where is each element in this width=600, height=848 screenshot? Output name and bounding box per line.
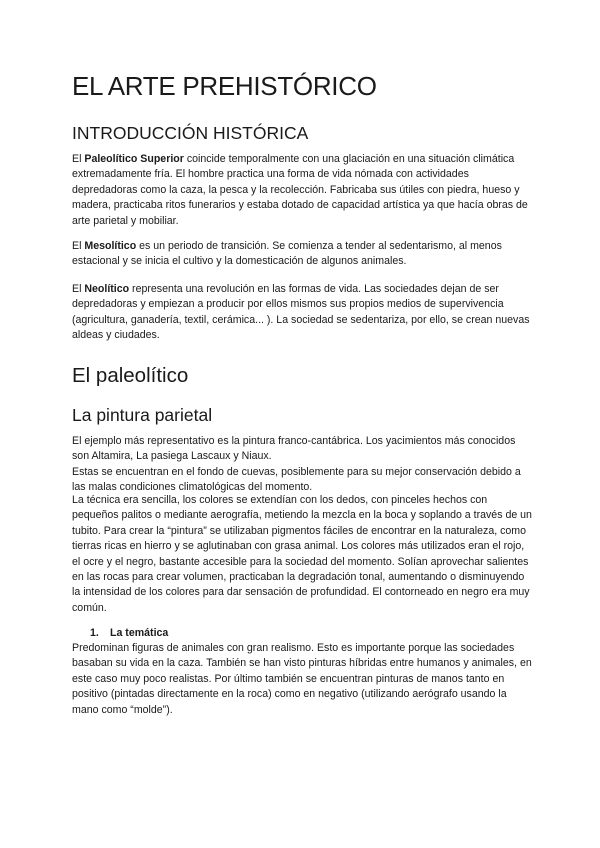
- intro-paragraph-paleolitico: [72, 152, 532, 229]
- pintura-paragraph-1: El ejemplo más representativo es la pintura franco-cantábrica. Los yacimientos más conocidos son Altamira, La pasiega Lascaux y Niaux.: [72, 435, 516, 463]
- pintura-paragraph-2: Estas se encuentran en el fondo de cuevas, posiblemente para su mejor conservación debido a las malas condiciones climatológicas del momento.: [72, 466, 521, 494]
- bold-term: Mesolítico: [84, 240, 137, 252]
- intro-heading: INTRODUCCIÓN HISTÓRICA: [72, 123, 309, 143]
- tematica-paragraph: Predominan figuras de animales con gran realismo. Esto es importante porque las sociedades basaban su vida en la caza. También se han visto pinturas híbridas entre humanos y animales, en este caso muy poco realistas. Por último también se encuentran pinturas de manos tanto en positivo (pintadas directamente en la roca) como en negativo (utilizando aerógrafo usando la mano como “molde”).: [72, 642, 532, 716]
- paleolitico-heading: El paleolítico: [72, 364, 189, 387]
- pintura-parietal-heading: La pintura parietal: [72, 405, 213, 425]
- text-run: El: [72, 153, 85, 165]
- list-number: 1.: [90, 627, 99, 639]
- text-run: representa una revolución en las formas de vida. Las sociedades dejan de ser depredadoras y empiezan a producir por ellos mismos sus propios medios de supervivencia (agricultura, ganadería, textil, cerámica... ). La sociedad se sedentariza, por ello, se crean nuevas aldeas y ciudades.: [72, 283, 530, 342]
- text-run: es un periodo de transición. Se comienza a tender al sedentarismo, al menos estacional y se inicia el cultivo y la domesticación de algunos animales.: [72, 240, 502, 268]
- pintura-paragraph-3: La técnica era sencilla, los colores se extendían con los dedos, con pinceles hechos con pequeños palitos o mediante aerografía, metiendo la mezcla en la boca y soplando a través de un tubito. Para crear la “pintura” se utilizaban pigmentos fáciles de encontrar en la naturaleza, como tierras ricas en hierro y se aglutinaban con grasa animal. Los colores más utilizados eran el rojo, el ocre y el negro, bastante accesible para la sociedad del momento. Solían aprovechar salientes en las rocas para crear volumen, practicaban la degradación tonal, aumentando o disminuyendo la intensidad de los colores para dar sensación de profundidad. El contorneado en negro era muy común.: [72, 494, 532, 614]
- document-title: EL ARTE PREHISTÓRICO: [72, 71, 377, 101]
- bold-term: Paleolítico Superior: [84, 153, 184, 165]
- list-label: La temática: [110, 627, 169, 639]
- bold-term: Neolítico: [84, 283, 130, 295]
- intro-paragraph-mesolitico: [72, 239, 532, 270]
- text-run: El: [72, 240, 85, 252]
- text-run: El: [72, 283, 85, 295]
- text-run: coincide temporalmente con una glaciación en una situación climática extremadamente fría. El hombre practica una forma de vida nómada con actividades depredadoras como la caza, la pesca y la recolección. Fabricaba sus útiles con piedra, hueso y madera, practicaba ritos funerarios y estaba dotado de capacidad artística ya que hacía obras de arte parietal y mobiliar.: [72, 153, 528, 227]
- intro-paragraph-neolitico: [72, 282, 532, 344]
- list-item-tematica: [90, 626, 168, 641]
